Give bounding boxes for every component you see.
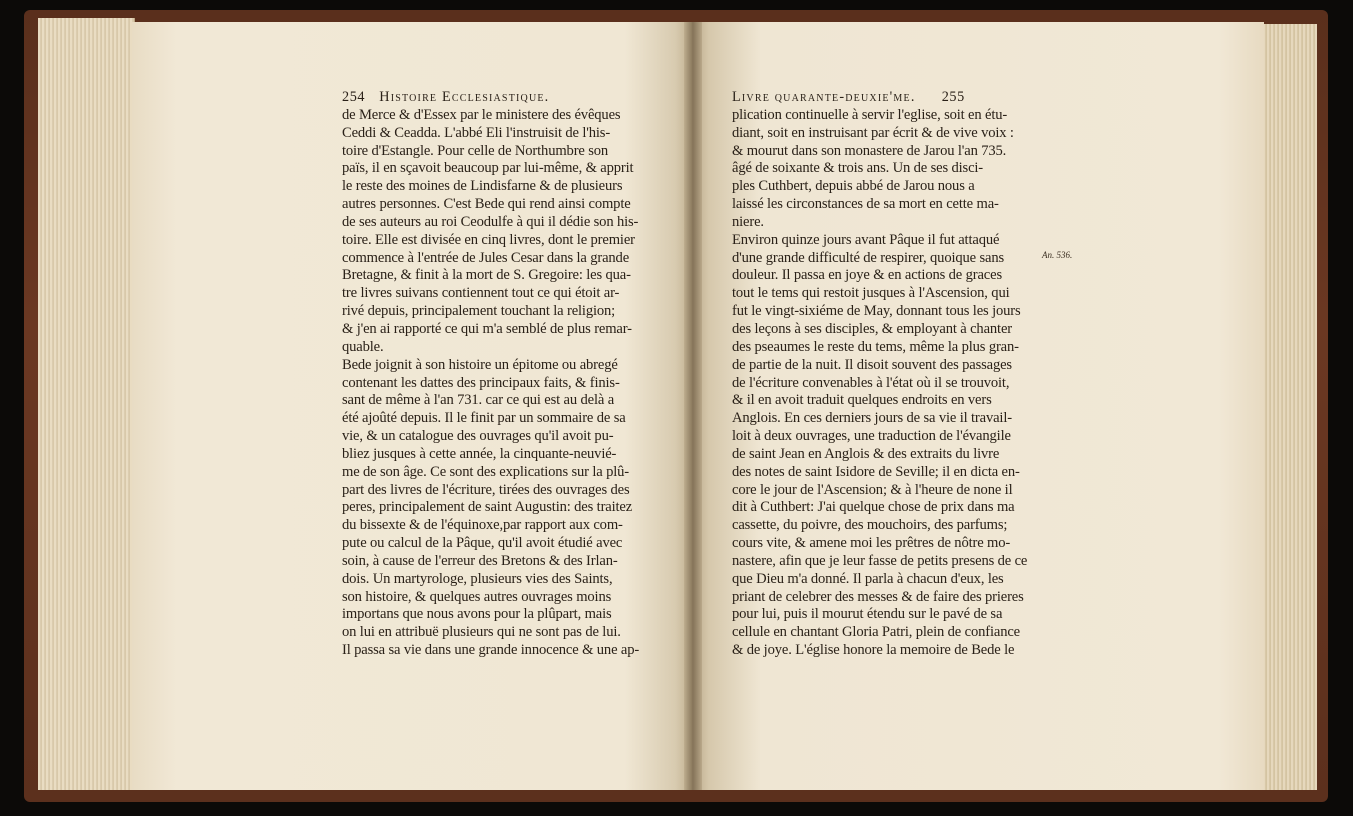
text-line: pute ou calcul de la Pâque, qu'il avoit étudié avec (342, 535, 623, 552)
text-line: niere. (732, 213, 764, 230)
text-line: ples Cuthbert, depuis abbé de Jarou nous a (732, 178, 975, 195)
text-line: son histoire, & quelques autres ouvrages moins (342, 588, 612, 605)
left-page-text (342, 89, 658, 660)
text-line: douleur. Il passa en joye & en actions de graces (732, 267, 1002, 284)
text-line: païs, il en sçavoit beaucoup par lui-même, & apprit (342, 160, 634, 177)
text-line: soin, à cause de l'erreur des Bretons & des Irlan- (342, 552, 618, 569)
text-line: core le jour de l'Ascension; & à l'heure de none il (732, 481, 1013, 498)
text-line: du bissexte & de l'équinoxe,par rapport aux com- (342, 517, 623, 534)
text-line: on lui en attribuë plusieurs qui ne sont pas de lui. (342, 624, 621, 641)
text-line: de ses auteurs au roi Ceodulfe à qui il dédie son his- (342, 213, 639, 230)
text-line: commence à l'entrée de Jules Cesar dans la grande (342, 249, 630, 266)
text-line: Environ quinze jours avant Pâque il fut attaqué (732, 231, 1000, 248)
text-line: & il en avoit traduit quelques endroits en vers (732, 392, 992, 409)
text-line: été ajoûté depuis. Il le finit par un sommaire de sa (342, 410, 626, 427)
text-line: vie, & un catalogue des ouvrages qu'il avoit pu- (342, 428, 614, 445)
text-line: nastere, afin que je leur fasse de petits presens de ce (732, 552, 1028, 569)
text-line: fut le vingt-sixiéme de May, donnant tous les jours (732, 303, 1021, 320)
text-line: diant, soit en instruisant par écrit & de vive voix : (732, 124, 1014, 141)
text-line: tre livres suivans contiennent tout ce qui étoit ar- (342, 285, 620, 302)
left-page-number: 254 (342, 89, 366, 105)
text-line: plication continuelle à servir l'eglise, soit en étu- (732, 106, 1008, 123)
text-line: Anglois. En ces derniers jours de sa vie il travail- (732, 410, 1012, 427)
page-edges-right (1262, 24, 1317, 790)
marginal-year-note: An. 536. (1042, 250, 1073, 260)
text-line: peres, principalement de saint Augustin: des traitez (342, 499, 633, 516)
text-line: sant de même à l'an 731. car ce qui est au delà a (342, 392, 615, 409)
right-running-head (732, 89, 1044, 107)
text-line: pour lui, puis il mourut étendu sur le pavé de sa (732, 606, 1003, 623)
book-gutter (684, 22, 702, 790)
text-line: cellule en chantant Gloria Patri, plein de confiance (732, 624, 1021, 641)
text-line: importans que nous avons pour la plûpart, mais (342, 606, 612, 623)
right-page-text (732, 89, 1044, 660)
text-line: Bretagne, & finit à la mort de S. Gregoire: les qua- (342, 267, 631, 284)
text-line: Il passa sa vie dans une grande innocence & une ap- (342, 642, 640, 659)
text-line: loit à deux ouvrages, une traduction de l'évangile (732, 428, 1011, 445)
text-line: Ceddi & Ceadda. L'abbé Eli l'instruisit de l'his- (342, 124, 611, 141)
right-page-body (732, 107, 1044, 660)
text-line: que Dieu m'a donné. Il parla à chacun d'eux, les (732, 570, 1004, 587)
text-line: dit à Cuthbert: J'ai quelque chose de prix dans ma (732, 499, 1015, 516)
text-line: me de son âge. Ce sont des explications sur la plû- (342, 463, 629, 480)
text-line: des pseaumes le reste du tems, même la plus gran- (732, 338, 1019, 355)
text-line: & mourut dans son monastere de Jarou l'an 735. (732, 142, 1007, 159)
text-line: priant de celebrer des messes & de faire des prieres (732, 588, 1024, 605)
right-running-title: Livre quarante-deuxie'me. (732, 89, 916, 105)
text-line: de saint Jean en Anglois & des extraits du livre (732, 445, 1000, 462)
text-line: de Merce & d'Essex par le ministere des évêques (342, 106, 621, 123)
text-line: des notes de saint Isidore de Seville; il en dicta en- (732, 463, 1020, 480)
text-line: rivé depuis, principalement touchant la religion; (342, 303, 616, 320)
right-page-number: 255 (941, 89, 965, 105)
left-running-head (342, 89, 658, 107)
text-line: cassette, du poivre, des mouchoirs, des parfums; (732, 517, 1008, 534)
text-line: & j'en ai rapporté ce qui m'a semblé de plus remar- (342, 320, 632, 337)
text-line: quable. (342, 338, 384, 355)
text-line: d'une grande difficulté de respirer, quoique sans (732, 249, 1005, 266)
left-running-title: Histoire Ecclesiastique. (379, 89, 550, 105)
text-line: dois. Un martyrologe, plusieurs vies des Saints, (342, 570, 613, 587)
text-line: autres personnes. C'est Bede qui rend ainsi compte (342, 196, 631, 213)
text-line: Bede joignit à son histoire un épitome ou abregé (342, 356, 618, 373)
text-line: de partie de la nuit. Il disoit souvent des passages (732, 356, 1012, 373)
text-line: contenant les dattes des principaux faits, & finis- (342, 374, 620, 391)
text-line: toire. Elle est divisée en cinq livres, dont le premier (342, 231, 635, 248)
text-line: & de joye. L'église honore la memoire de Bede le (732, 642, 1015, 659)
text-line: âgé de soixante & trois ans. Un de ses disci- (732, 160, 984, 177)
text-line: toire d'Estangle. Pour celle de Northumbre son (342, 142, 609, 159)
page-edges-left (38, 18, 135, 790)
text-line: des leçons à ses disciples, & employant à chanter (732, 320, 1012, 337)
text-line: de l'écriture convenables à l'état où il se trouvoit, (732, 374, 1010, 391)
left-page-body (342, 107, 658, 660)
text-line: cours vite, & amene moi les prêtres de nôtre mo- (732, 535, 1011, 552)
text-line: le reste des moines de Lindisfarne & de plusieurs (342, 178, 623, 195)
text-line: tout le tems qui restoit jusques à l'Ascension, qui (732, 285, 1010, 302)
text-line: laissé les circonstances de sa mort en cette ma- (732, 196, 999, 213)
text-line: part des livres de l'écriture, tirées des ouvrages des (342, 481, 630, 498)
text-line: bliez jusques à cette année, la cinquante-neuvié- (342, 445, 617, 462)
